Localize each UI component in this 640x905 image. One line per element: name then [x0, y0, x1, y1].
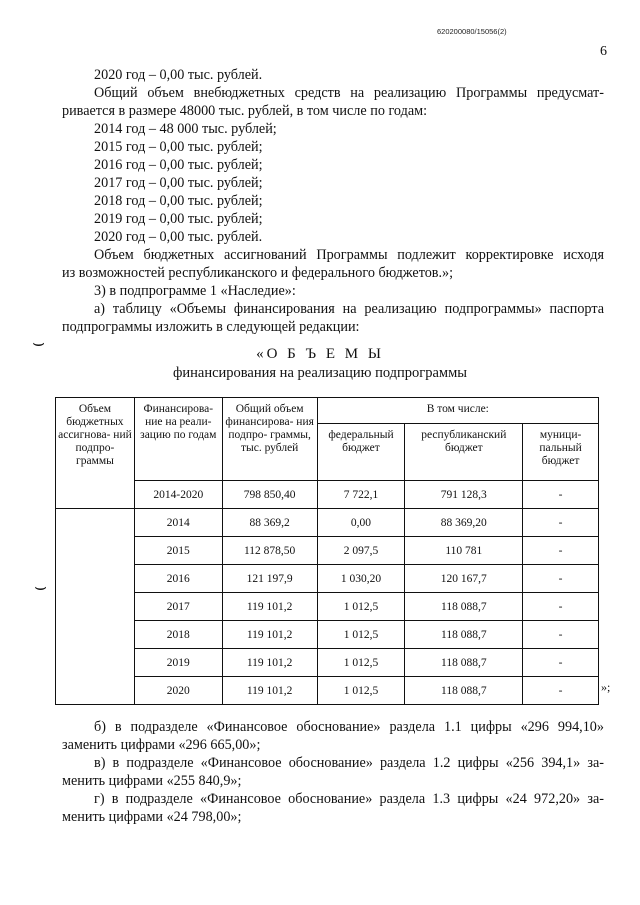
table-closing-quote: »;	[601, 680, 611, 694]
year-line-2014: 2014 год – 48 000 тыс. рублей;	[94, 121, 277, 137]
cell-empty	[56, 509, 135, 537]
paragraph-adjust-line1: Объем бюджетных ассигнований Программы подлежит корректировке исходя	[94, 247, 604, 263]
header-total-volume: Общий объем финансирова- ния подпро- граммы, тыс. рублей	[222, 398, 317, 481]
cell-period: 2014	[134, 509, 222, 537]
cell-empty	[56, 621, 135, 649]
cell-municipal: -	[523, 677, 599, 705]
cell-municipal: -	[523, 621, 599, 649]
financing-table	[55, 397, 599, 705]
cell-empty	[56, 593, 135, 621]
page-number: 6	[600, 44, 607, 59]
cell-federal: 1 012,5	[317, 621, 405, 649]
cell-federal: 1 012,5	[317, 593, 405, 621]
year-line-2019: 2019 год – 0,00 тыс. рублей;	[94, 211, 263, 227]
cell-total: 88 369,2	[222, 509, 317, 537]
table-row	[56, 565, 599, 593]
cell-total: 121 197,9	[222, 565, 317, 593]
cell-municipal: -	[523, 593, 599, 621]
header-municipal-budget: муници- пальный бюджет	[523, 424, 599, 481]
table-row	[56, 509, 599, 537]
paragraph-item-g-line2: менить цифрами «24 798,00»;	[62, 809, 242, 825]
paragraph-item-b-line2: заменить цифрами «296 665,00»;	[62, 737, 261, 753]
paragraph-item-a-line1: а) таблицу «Объемы финансирования на реализацию подпрограммы» паспорта	[94, 301, 604, 317]
cell-empty	[56, 677, 135, 705]
document-id: 620200080/15056(2)	[437, 27, 507, 36]
cell-total: 119 101,2	[222, 621, 317, 649]
paragraph-offbudget-line1: Общий объем внебюджетных средств на реализацию Программы предусмат-	[94, 85, 604, 101]
cell-total: 798 850,40	[222, 481, 317, 509]
cell-total: 112 878,50	[222, 537, 317, 565]
table-row	[56, 649, 599, 677]
cell-federal: 1 030,20	[317, 565, 405, 593]
paragraph-item-b-line1: б) в подразделе «Финансовое обоснование» раздела 1.1 цифры «296 994,10»	[94, 719, 604, 735]
cell-municipal: -	[523, 565, 599, 593]
cell-empty	[56, 565, 135, 593]
cell-republic: 88 369,20	[405, 509, 523, 537]
header-budget-allocation: Объем бюджетных ассигнова- ний подпро- граммы	[56, 398, 135, 509]
cell-republic: 118 088,7	[405, 649, 523, 677]
cell-municipal: -	[523, 649, 599, 677]
cell-period: 2017	[134, 593, 222, 621]
cell-period: 2020	[134, 677, 222, 705]
year-line-2015: 2015 год – 0,00 тыс. рублей;	[94, 139, 263, 155]
cell-period: 2014-2020	[134, 481, 222, 509]
cell-period: 2015	[134, 537, 222, 565]
margin-bracket-mark: ⌣	[32, 330, 46, 354]
cell-federal: 0,00	[317, 509, 405, 537]
cell-republic: 110 781	[405, 537, 523, 565]
table-subtitle: финансирования на реализацию подпрограммы	[172, 365, 468, 381]
year-line-2016: 2016 год – 0,00 тыс. рублей;	[94, 157, 263, 173]
paragraph-item-v-line1: в) в подразделе «Финансовое обоснование» раздела 1.2 цифры «256 394,1» за-	[94, 755, 604, 771]
table-row	[56, 677, 599, 705]
cell-total: 119 101,2	[222, 593, 317, 621]
cell-empty	[56, 537, 135, 565]
cell-total: 119 101,2	[222, 677, 317, 705]
cell-municipal: -	[523, 509, 599, 537]
table-row	[56, 537, 599, 565]
cell-federal: 2 097,5	[317, 537, 405, 565]
cell-empty	[56, 649, 135, 677]
header-including: В том числе:	[317, 398, 598, 424]
cell-period: 2018	[134, 621, 222, 649]
cell-municipal: -	[523, 481, 599, 509]
paragraph-subprogram: 3) в подпрограмме 1 «Наследие»:	[94, 283, 296, 299]
cell-municipal: -	[523, 537, 599, 565]
paragraph-item-a-line2: подпрограммы изложить в следующей редакции:	[62, 319, 360, 335]
paragraph-offbudget-line2: ривается в размере 48000 тыс. рублей, в том числе по годам:	[62, 103, 428, 119]
paragraph-item-g-line1: г) в подразделе «Финансовое обоснование» раздела 1.3 цифры «24 972,20» за-	[94, 791, 604, 807]
header-republic-budget: республиканский бюджет	[405, 424, 523, 481]
header-financing-by-years: Финансирова- ние на реали- зацию по годам	[134, 398, 222, 481]
cell-republic: 120 167,7	[405, 565, 523, 593]
year-line-2017: 2017 год – 0,00 тыс. рублей;	[94, 175, 263, 191]
cell-federal: 7 722,1	[317, 481, 405, 509]
cell-republic: 118 088,7	[405, 677, 523, 705]
table-row	[56, 593, 599, 621]
table-row	[56, 621, 599, 649]
year-line-2018: 2018 год – 0,00 тыс. рублей;	[94, 193, 263, 209]
header-federal-budget: федеральный бюджет	[317, 424, 405, 481]
cell-republic: 118 088,7	[405, 621, 523, 649]
table-row	[56, 481, 599, 509]
year-line-2020: 2020 год – 0,00 тыс. рублей.	[94, 229, 263, 245]
margin-bracket-mark: ⌣	[34, 574, 48, 598]
cell-federal: 1 012,5	[317, 677, 405, 705]
paragraph-adjust-line2: из возможностей республиканского и федерального бюджетов.»;	[62, 265, 454, 281]
cell-republic: 118 088,7	[405, 593, 523, 621]
cell-republic: 791 128,3	[405, 481, 523, 509]
paragraph-2020-ext: 2020 год – 0,00 тыс. рублей.	[94, 67, 263, 83]
paragraph-item-v-line2: менить цифрами «255 840,9»;	[62, 773, 242, 789]
table-title: «О Б Ъ Е М Ы	[256, 346, 384, 362]
cell-period: 2016	[134, 565, 222, 593]
cell-federal: 1 012,5	[317, 649, 405, 677]
cell-total: 119 101,2	[222, 649, 317, 677]
cell-period: 2019	[134, 649, 222, 677]
